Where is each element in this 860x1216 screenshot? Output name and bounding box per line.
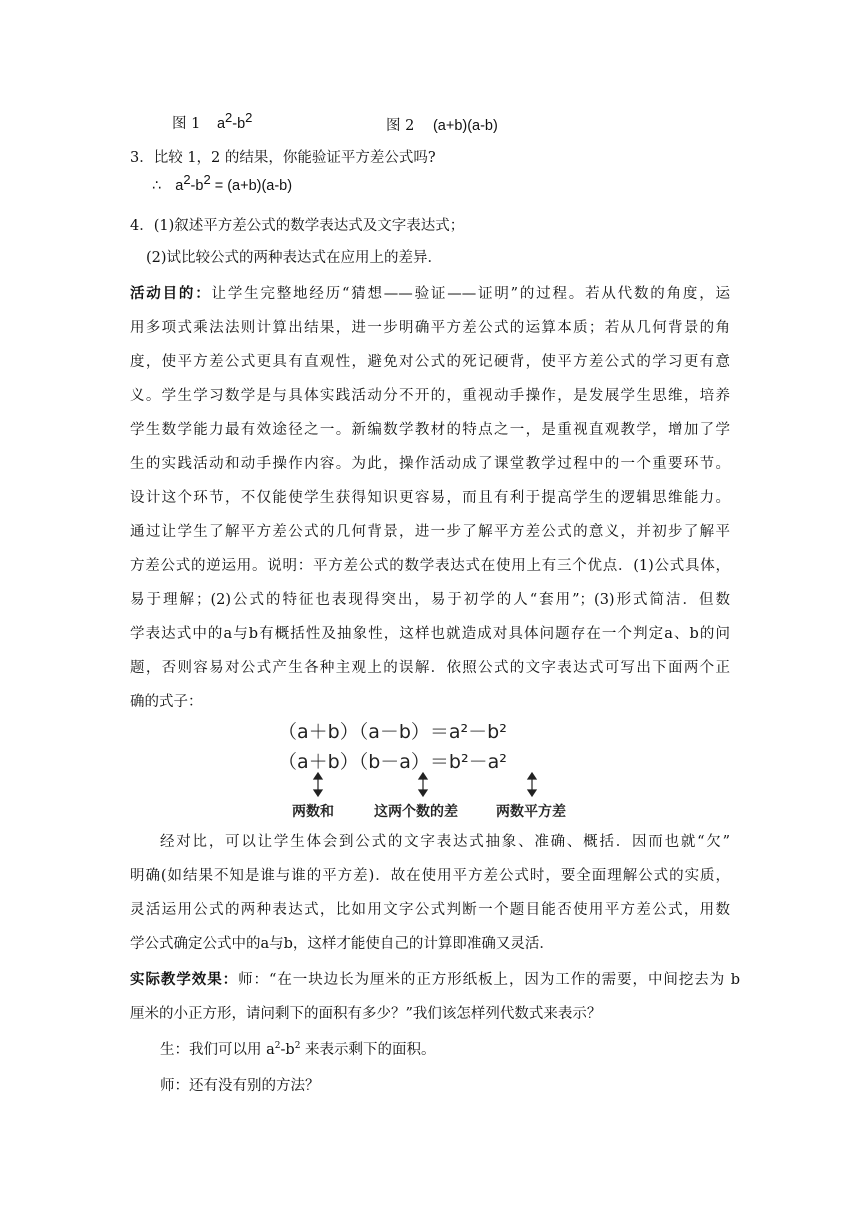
student-pre: 生：我们可以用 a xyxy=(160,1042,275,1058)
activity-line: 通过让学生了解平方差公式的几何背景，进一步了解平方差公式的意义，并初步了解平 xyxy=(130,524,730,540)
activity-line: 学表达式中的a与b有概括性及抽象性，这样也就造成对具体问题存在一个判定a、b的问 xyxy=(130,626,730,642)
effect-text-1: 师：“在一块边长为厘米的正方形纸板上，因为工作的需要，中间挖去为 b xyxy=(238,972,741,988)
activity-line-1 xyxy=(130,282,730,303)
activity-line: 题，否则容易对公式产生各种主观上的误解．依照公式的文字表达式可写出下面两个正 xyxy=(130,660,730,676)
figure-2-formula: (a+b)(a-b) xyxy=(432,118,498,134)
therefore-exp1: 2 xyxy=(183,172,191,187)
label-difference: 这两个数的差 xyxy=(374,804,458,820)
compare-line: 明确(如结果不知是谁与谁的平方差)．故在使用平方差公式时，要全面理解公式的实质， xyxy=(130,868,730,884)
effect-line-2: 厘米的小正方形，请问剩下的面积有多少？”我们该怎样列代数式来表示？ xyxy=(130,1006,602,1022)
compare-line: 经对比，可以让学生体会到公式的文字表达式抽象、准确、概括．因而也就“欠” xyxy=(160,834,730,850)
fig1-exp2: 2 xyxy=(245,110,253,125)
student-exp2: 2 xyxy=(294,1041,301,1052)
item-3: 3．比较 1，2 的结果，你能验证平方差公式吗? xyxy=(130,150,436,166)
teacher-line: 师：还有没有别的方法？ xyxy=(160,1078,320,1094)
arrow-head-down-1 xyxy=(314,790,322,796)
student-line xyxy=(160,1038,436,1059)
student-exp1: 2 xyxy=(274,1041,281,1052)
arrow-head-down-3 xyxy=(528,790,536,796)
activity-line: 用多项式乘法法则计算出结果，进一步明确平方差公式的运算本质；若从几何背景的角 xyxy=(130,320,730,336)
item-4-2: (2)试比较公式的两种表达式在应用上的差异． xyxy=(146,250,443,266)
student-post: 来表示剩下的面积。 xyxy=(300,1042,436,1058)
label-sum: 两数和 xyxy=(292,804,334,820)
arrow-head-up-3 xyxy=(528,773,536,779)
arrow-head-up-1 xyxy=(314,773,322,779)
item-4-1: 4．(1)叙述平方差公式的数学表达式及文字表达式； xyxy=(130,218,465,234)
figure-1-caption xyxy=(172,112,252,133)
therefore-symbol: ∴ xyxy=(152,178,162,194)
fig1-mid: -b xyxy=(232,116,246,132)
activity-line: 义。学生学习数学是与具体实践活动分不开的，重视动手操作，是发展学生思维，培养 xyxy=(130,388,730,404)
figure-2-caption xyxy=(386,114,498,135)
therefore-rest: = (a+b)(a-b) xyxy=(210,178,293,194)
activity-line-last: 确的式子： xyxy=(130,694,203,710)
activity-text-1: 让学生完整地经历“猜想——验证——证明”的过程。若从代数的角度，运 xyxy=(211,286,731,302)
activity-line: 方差公式的逆运用。说明：平方差公式的数学表达式在使用上有三个优点．(1)公式具体， xyxy=(130,558,730,574)
activity-line: 生的实践活动和动手操作内容。为此，操作活动成了课堂教学过程中的一个重要环节。 xyxy=(130,456,730,472)
therefore-exp2: 2 xyxy=(203,172,211,187)
formula-row-1: （a＋b）（a－b）＝a²－b² xyxy=(278,721,507,743)
compare-line: 灵活运用公式的两种表达式，比如用文字公式判断一个题目能否使用平方差公式，用数 xyxy=(130,902,730,918)
activity-line: 设计这个环节，不仅能使学生获得知识更容易，而且有利于提高学生的逻辑思维能力。 xyxy=(130,490,730,506)
activity-heading: 活动目的： xyxy=(130,285,212,302)
fig1-exp1: 2 xyxy=(225,110,233,125)
figure-1-label: 图 1 xyxy=(172,116,201,132)
effect-heading: 实际教学效果： xyxy=(130,971,239,988)
formula-row-2: （a＋b）（b－a）＝b²－a² xyxy=(278,751,507,773)
student-mid: -b xyxy=(280,1042,295,1058)
activity-line: 易于理解；(2)公式的特征也表现得突出，易于初学的人“套用”；(3)形式简洁．但数 xyxy=(130,592,730,608)
formula-figure xyxy=(278,712,588,824)
compare-line-last: 学公式确定公式中的a与b，这样才能使自己的计算即准确又灵活． xyxy=(130,936,554,952)
figure-2-label: 图 2 xyxy=(386,118,415,134)
arrow-head-down-2 xyxy=(419,790,427,796)
fig1-a: a xyxy=(216,116,226,132)
label-square-difference: 两数平方差 xyxy=(496,804,566,820)
therefore-mid: -b xyxy=(190,178,204,194)
therefore-line xyxy=(152,172,293,194)
effect-line-1 xyxy=(130,968,740,989)
therefore-a: a xyxy=(175,178,184,194)
figure-1-formula xyxy=(216,110,253,132)
activity-line: 度，使平方差公式更具有直观性，避免对公式的死记硬背，使平方差公式的学习更有意 xyxy=(130,354,730,370)
activity-line: 学生数学能力最有效途径之一。新编数学教材的特点之一，是重视直观教学，增加了学 xyxy=(130,422,730,438)
arrow-head-up-2 xyxy=(419,773,427,779)
figure-arrows xyxy=(314,773,536,796)
